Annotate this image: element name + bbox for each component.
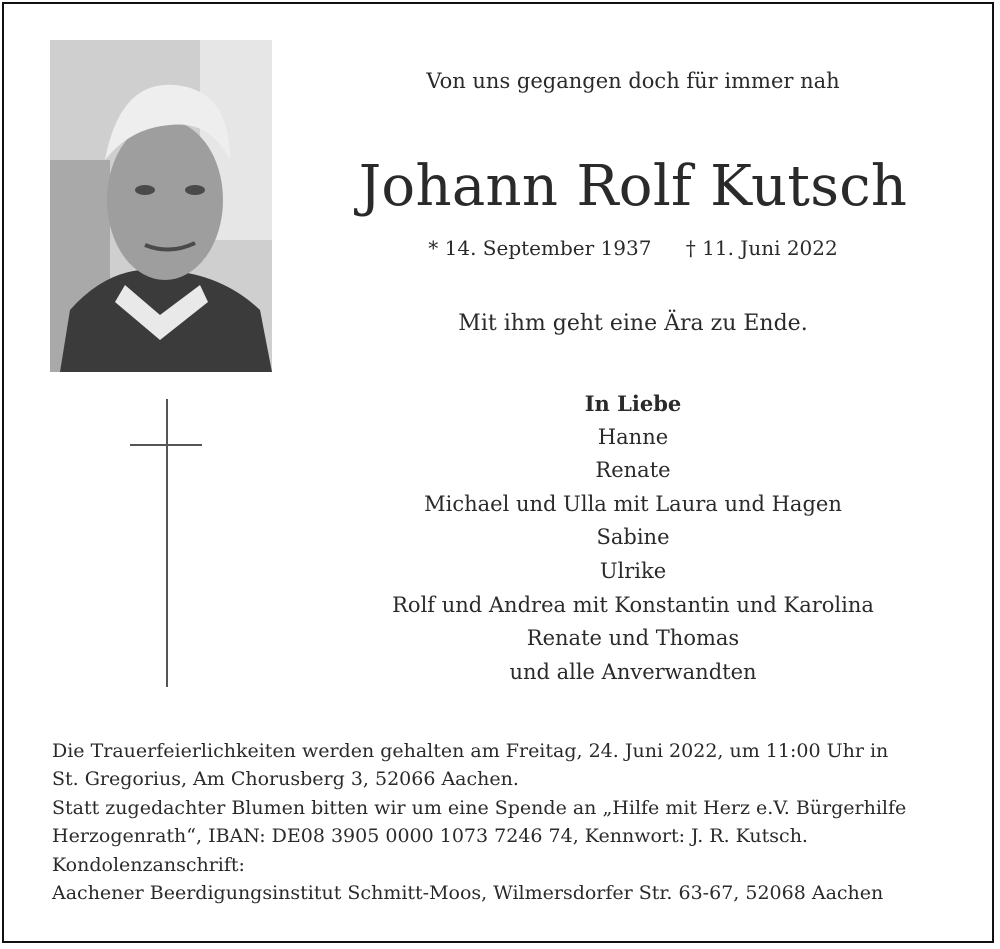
life-dates	[334, 236, 932, 260]
mourner-name: Sabine	[596, 525, 670, 550]
mourner-name: und alle Anverwandten	[509, 659, 757, 684]
mourners-heading: In Liebe	[584, 391, 682, 416]
death-date: † 11. Juni 2022	[685, 236, 838, 260]
cross-icon-bar	[130, 444, 202, 446]
footer-line: Aachener Beerdigungsinstitut Schmitt-Moos, Wilmersdorfer Str. 63-67, 52068 Aachen	[52, 882, 884, 905]
obituary-notice	[2, 2, 994, 943]
mourner-name: Michael und Ulla mit Laura und Hagen	[424, 491, 842, 516]
portrait-photo-illustration	[50, 40, 272, 372]
footer-line: Die Trauerfeierlichkeiten werden gehalten am Freitag, 24. Juni 2022, um 11:00 Uhr in	[52, 740, 889, 762]
epitaph: Mit ihm geht eine Ära zu Ende.	[458, 311, 808, 336]
deceased-name: Johann Rolf Kutsch	[358, 154, 908, 219]
footer-line: St. Gregorius, Am Chorusberg 3, 52066 Aachen.	[52, 768, 519, 791]
mourner-name: Rolf und Andrea mit Konstantin und Karolina	[392, 592, 874, 617]
mourner-name: Renate und Thomas	[526, 626, 740, 651]
cross-icon	[166, 399, 168, 687]
mourner-name: Hanne	[597, 424, 669, 449]
funeral-details	[52, 737, 962, 907]
mourners-list	[334, 387, 932, 689]
mourner-name: Ulrike	[599, 558, 667, 583]
mourner-name: Renate	[595, 458, 671, 483]
footer-line: Kondolenzanschrift:	[52, 853, 245, 876]
footer-line: Herzogenrath“, IBAN: DE08 3905 0000 1073 7246 74, Kennwort: J. R. Kutsch.	[52, 825, 808, 848]
footer-line: Statt zugedachter Blumen bitten wir um eine Spende an „Hilfe mit Herz e.V. Bürgerhilfe	[52, 796, 907, 819]
motto: Von uns gegangen doch für immer nah	[426, 69, 840, 93]
birth-date: * 14. September 1937	[428, 236, 652, 260]
portrait-photo	[50, 40, 272, 372]
